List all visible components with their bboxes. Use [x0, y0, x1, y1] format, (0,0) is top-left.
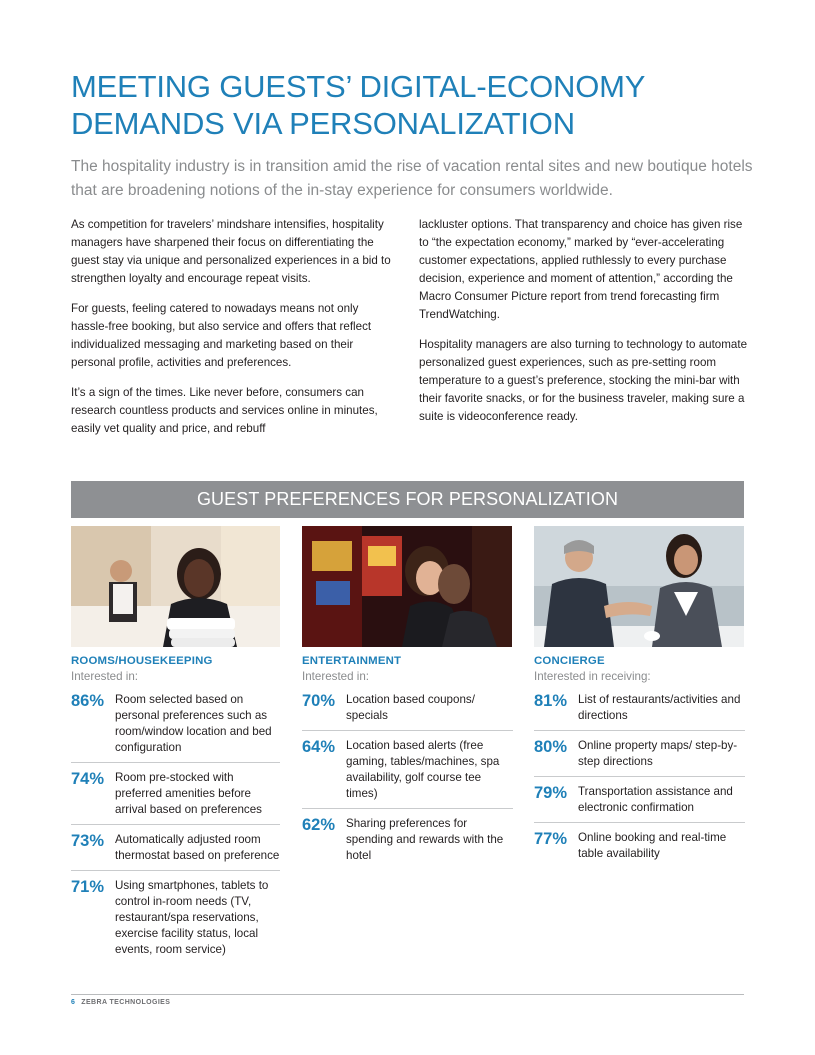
stat-item: [71, 876, 280, 964]
stat-percent: 81%: [534, 692, 568, 710]
body-paragraph: It’s a sign of the times. Like never before, consumers can research countless products and services online in minutes, easily vet quality and price, and rebuff: [71, 386, 378, 435]
concierge-photo: [534, 526, 744, 647]
page-title: [71, 68, 751, 142]
body-paragraph: As competition for travelers’ mindshare intensifies, hospitality managers have sharpened their focus on differentiating the guest stay via unique and personalized experiences in a bid to strengthen loyalty and encourage repeat visits.: [71, 218, 391, 285]
stat-text: Location based alerts (free gaming, tables/machines, spa availability, golf course tee times): [346, 739, 500, 800]
entertainment-group: [302, 653, 513, 875]
stat-text: Using smartphones, tablets to control in-room needs (TV, restaurant/spa reservations, exercise facility status, local events, room service): [115, 879, 269, 956]
group-subtitle: Interested in:: [302, 670, 370, 683]
concierge-group: [534, 653, 745, 873]
lead-paragraph: The hospitality industry is in transition amid the rise of vacation rental sites and new boutique hotels that are broadening notions of the in-stay experience for consumers worldwide.: [71, 158, 753, 199]
page-footer: [71, 999, 170, 1006]
stat-percent: 80%: [534, 738, 568, 756]
group-subtitle: Interested in receiving:: [534, 670, 651, 683]
stat-item: [534, 736, 745, 777]
stat-item: [71, 690, 280, 763]
rooms-housekeeping-group: [71, 653, 280, 969]
stat-text: Location based coupons/ specials: [346, 693, 475, 722]
stat-item: [534, 690, 745, 731]
footer-company: ZEBRA TECHNOLOGIES: [81, 999, 171, 1006]
stat-item: [534, 828, 745, 868]
group-subtitle: Interested in:: [71, 670, 139, 683]
stat-percent: 86%: [71, 692, 105, 710]
stat-percent: 73%: [71, 832, 105, 850]
page-title-line-2: DEMANDS VIA PERSONALIZATION: [71, 106, 575, 141]
body-column-left: [71, 216, 399, 450]
group-title: CONCIERGE: [534, 655, 605, 667]
stat-item: [71, 768, 280, 825]
stat-item: [302, 814, 513, 870]
stat-percent: 74%: [71, 770, 105, 788]
stat-text: Room pre-stocked with preferred amenities before arrival based on preferences: [115, 771, 262, 816]
page-number: 6: [71, 999, 76, 1006]
stat-percent: 70%: [302, 692, 336, 710]
stat-text: Transportation assistance and electronic confirmation: [578, 785, 733, 814]
stat-percent: 77%: [534, 830, 568, 848]
stat-item: [534, 782, 745, 823]
stat-text: Automatically adjusted room thermostat based on preference: [115, 833, 280, 862]
stat-item: [302, 690, 513, 731]
stat-percent: 64%: [302, 738, 336, 756]
section-banner: GUEST PREFERENCES FOR PERSONALIZATION: [71, 481, 744, 518]
stat-text: Online property maps/ step-by-step directions: [578, 739, 738, 768]
stat-percent: 62%: [302, 816, 336, 834]
footer-divider: [71, 994, 744, 995]
stat-item: [302, 736, 513, 809]
casino-photo: [302, 526, 512, 647]
group-title: ROOMS/HOUSEKEEPING: [71, 655, 213, 667]
page-title-line-1: MEETING GUESTS’ DIGITAL-ECONOMY: [71, 69, 646, 104]
body-column-right: [419, 216, 749, 438]
stat-text: Room selected based on personal preferences such as room/window location and bed configuration: [115, 693, 272, 754]
stat-percent: 79%: [534, 784, 568, 802]
stat-text: Sharing preferences for spending and rewards with the hotel: [346, 817, 504, 862]
stat-item: [71, 830, 280, 871]
stat-text: List of restaurants/activities and directions: [578, 693, 741, 722]
body-paragraph: Hospitality managers are also turning to technology to automate personalized guest experiences, such as pre-setting room temperature to a guest’s preference, stocking the mini-bar with their favorite snacks, or for the business traveler, making sure a suite is videoconference ready.: [419, 338, 748, 423]
body-paragraph: lackluster options. That transparency and choice has given rise to “the expectation economy,” marked by “ever-accelerating customer expectations, applied ruthlessly to every purchase decision, experience and moment of attention,” according the Macro Consumer Picture report from trend forecasting firm TrendWatching.: [419, 218, 743, 321]
group-title: ENTERTAINMENT: [302, 655, 402, 667]
body-paragraph: For guests, feeling catered to nowadays means not only hassle-free booking, but also service and offers that reflect individualized messaging and marketing based on their personal profile, activities and preferences.: [71, 302, 372, 369]
housekeeping-photo: [71, 526, 280, 647]
stat-percent: 71%: [71, 878, 105, 896]
stat-text: Online booking and real-time table availability: [578, 831, 727, 860]
